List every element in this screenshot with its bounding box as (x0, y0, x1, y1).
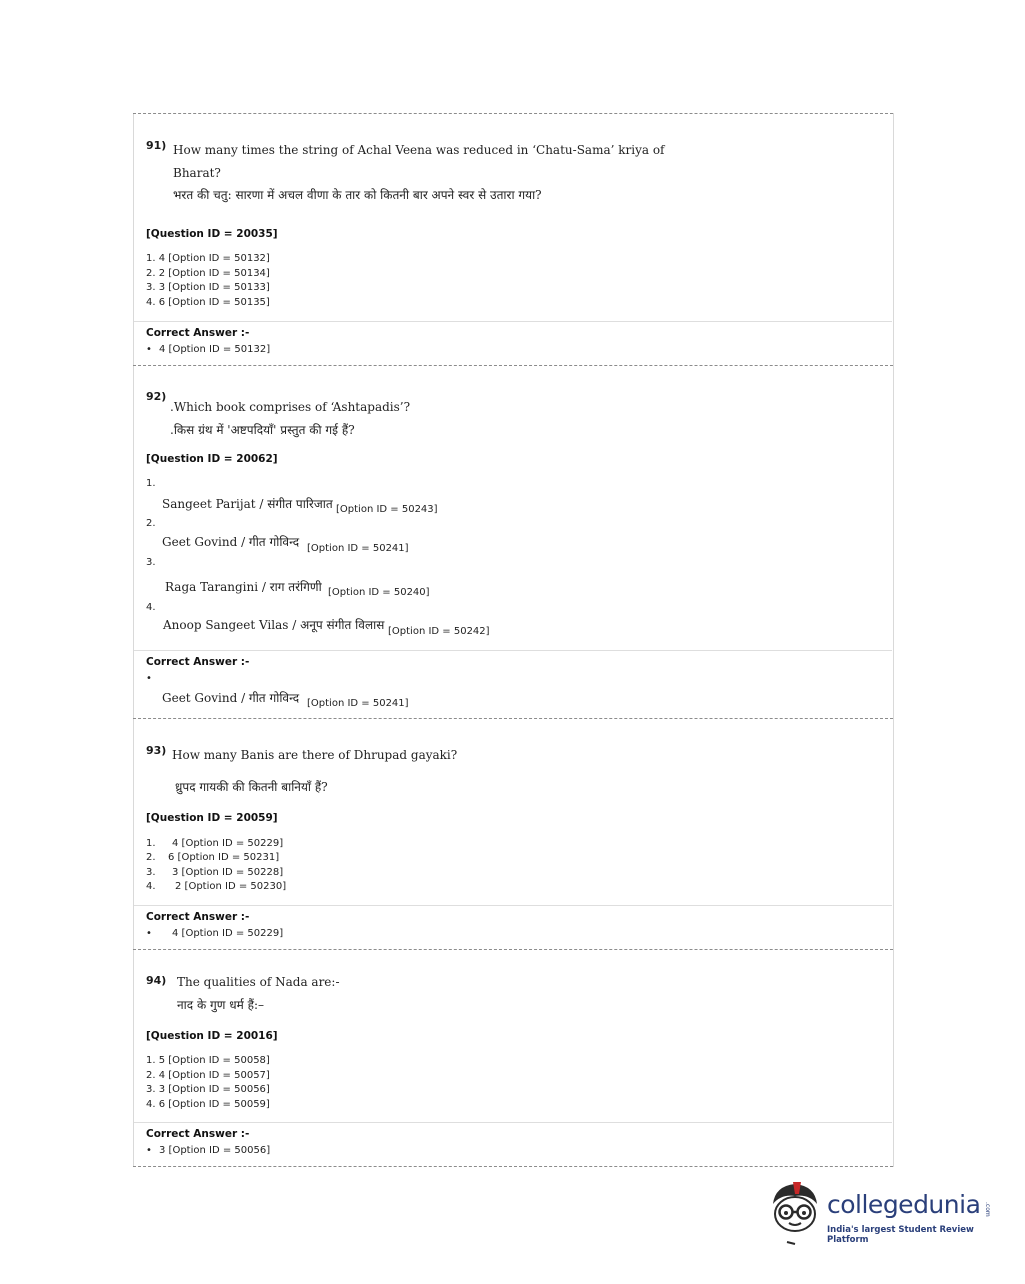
option-number: 1. (146, 478, 156, 489)
divider (134, 650, 892, 651)
option-id: [Option ID = 50242] (388, 626, 490, 637)
option: 1. 4 [Option ID = 50132] (146, 253, 270, 264)
correct-answer-text: Geet Govind / गीत गोविन्द (162, 691, 300, 705)
logo-domain: .com (984, 1202, 991, 1217)
option-text: Geet Govind / गीत गोविन्द (162, 535, 300, 549)
question-number: 92) (146, 390, 167, 403)
option-id: [Option ID = 50243] (336, 504, 438, 515)
question-id: [Question ID = 20059] (146, 812, 278, 824)
option: 1. 5 [Option ID = 50058] (146, 1055, 270, 1066)
divider (134, 905, 892, 906)
correct-answer-label: Correct Answer :- (146, 656, 250, 668)
option-number: 1. (146, 838, 156, 849)
option: 2. 4 [Option ID = 50057] (146, 1070, 270, 1081)
question-id: [Question ID = 20062] (146, 453, 278, 465)
option-text: Raga Tarangini / राग तरंगिणी (165, 580, 322, 594)
question-text-en: How many Banis are there of Dhrupad gayaki? (172, 748, 458, 762)
correct-answer-label: Correct Answer :- (146, 327, 250, 339)
divider (133, 949, 893, 950)
option-text: 4 [Option ID = 50229] (172, 838, 284, 849)
question-text-en: How many times the string of Achal Veena was reduced in ‘Chatu-Sama’ kriya of (173, 143, 665, 157)
option-id: [Option ID = 50240] (328, 587, 430, 598)
option: 3. 3 [Option ID = 50133] (146, 282, 270, 293)
option-text: Sangeet Parijat / संगीत पारिजात (162, 497, 333, 511)
correct-answer: 3 [Option ID = 50056] (159, 1145, 271, 1156)
option-text: Anoop Sangeet Vilas / अनूप संगीत विलास (163, 618, 385, 632)
bullet: • (146, 673, 152, 684)
correct-answer-label: Correct Answer :- (146, 911, 250, 923)
option-number: 2. (146, 518, 156, 529)
divider (133, 718, 893, 719)
option-number: 4. (146, 881, 156, 892)
divider (133, 365, 893, 366)
correct-answer: 4 [Option ID = 50132] (159, 344, 271, 355)
question-text-en: The qualities of Nada are:- (177, 975, 340, 989)
logo-tagline: India's largest Student Review Platform (827, 1225, 974, 1245)
correct-answer-label: Correct Answer :- (146, 1128, 250, 1140)
option-text: 6 [Option ID = 50231] (168, 852, 280, 863)
mascot-icon (765, 1178, 825, 1248)
option-number: 2. (146, 852, 156, 863)
correct-answer: 4 [Option ID = 50229] (172, 928, 284, 939)
question-text-hi: नाद के गुण धर्म हैं:– (177, 998, 265, 1012)
collegedunia-logo[interactable] (765, 1178, 995, 1250)
question-id: [Question ID = 20035] (146, 228, 278, 240)
divider (134, 321, 892, 322)
option: 4. 6 [Option ID = 50059] (146, 1099, 270, 1110)
bullet: • (146, 344, 152, 355)
option-id: [Option ID = 50241] (307, 543, 409, 554)
option: 2. 2 [Option ID = 50134] (146, 268, 270, 279)
question-text-en: .Which book comprises of ‘Ashtapadis’? (170, 400, 411, 414)
correct-answer-id: [Option ID = 50241] (307, 698, 409, 709)
question-id: [Question ID = 20016] (146, 1030, 278, 1042)
question-text-hi: भरत की चतु: सारणा में अचल वीणा के तार को कितनी बार अपने स्वर से उतारा गया? (173, 188, 542, 202)
question-text-hi: .किस ग्रंथ में 'अष्टपदियाँ' प्रस्तुत की गई हैं? (170, 423, 355, 437)
option-text: 3 [Option ID = 50228] (172, 867, 284, 878)
question-number: 93) (146, 744, 167, 757)
question-text-en-cont: Bharat? (173, 166, 221, 180)
bullet: • (146, 928, 152, 939)
option-number: 4. (146, 602, 156, 613)
bullet: • (146, 1145, 152, 1156)
divider (133, 113, 893, 114)
option: 4. 6 [Option ID = 50135] (146, 297, 270, 308)
question-number: 91) (146, 139, 167, 152)
option-number: 3. (146, 867, 156, 878)
logo-wordmark: collegedunia (827, 1190, 981, 1219)
option: 3. 3 [Option ID = 50056] (146, 1084, 270, 1095)
question-text-hi: ध्रुपद गायकी की कितनी बानियाँ हैं? (175, 780, 328, 794)
option-text: 2 [Option ID = 50230] (175, 881, 287, 892)
option-number: 3. (146, 557, 156, 568)
divider (134, 1122, 892, 1123)
divider (133, 1166, 893, 1167)
question-number: 94) (146, 974, 167, 987)
